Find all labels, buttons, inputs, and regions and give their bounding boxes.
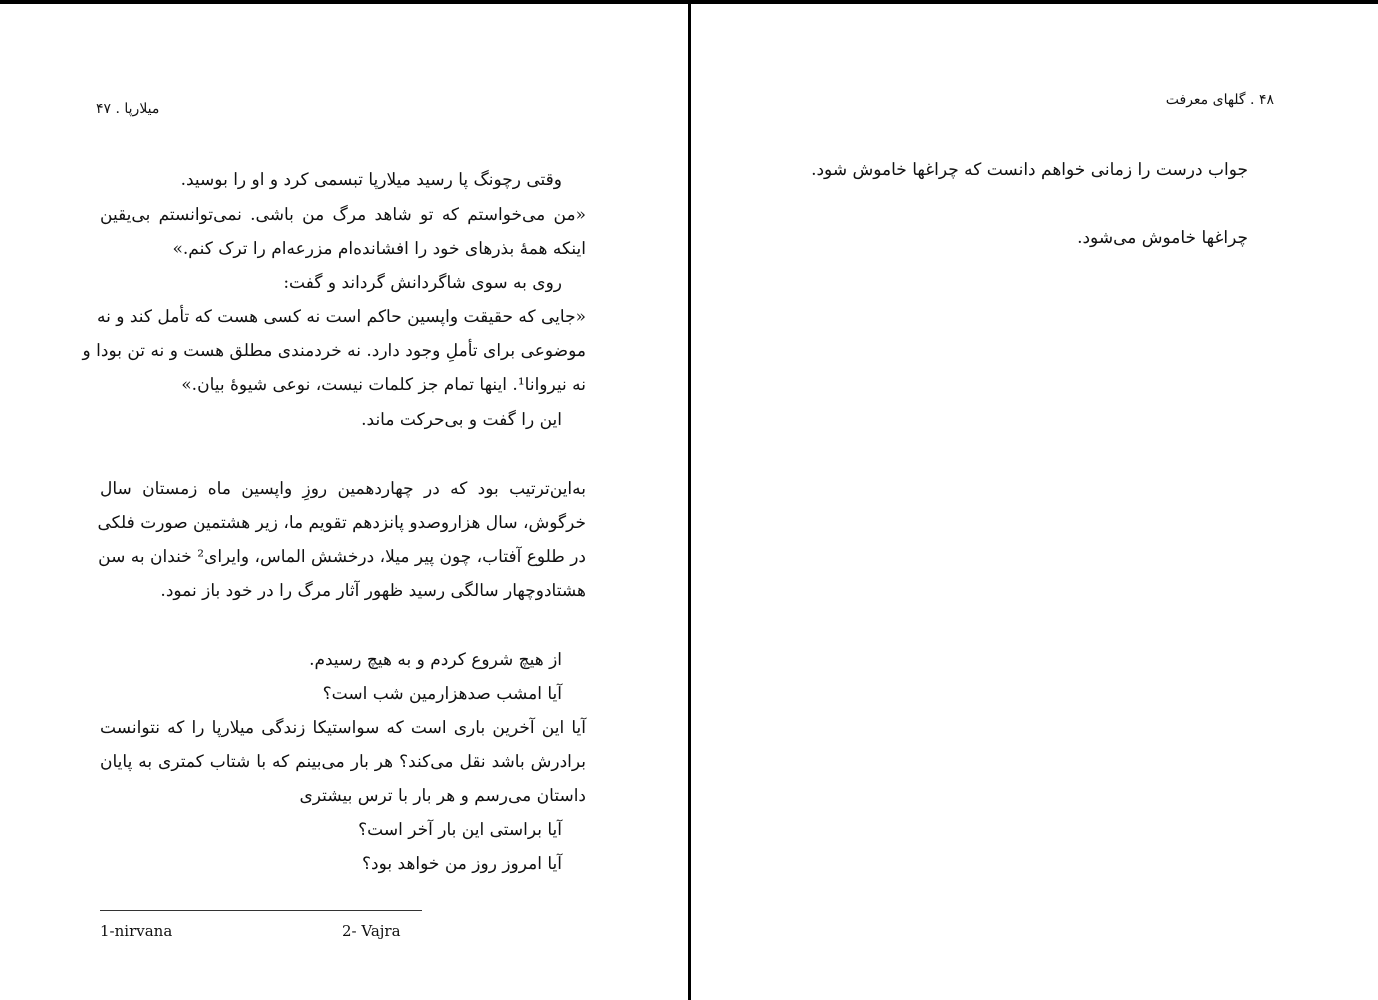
text-line: نه نیروانا¹. اینها تمام جز کلمات نیست، نوعی شیوهٔ بیان.» [181, 375, 586, 395]
text-line: هشتادوچهار سالگی رسید ظهور آثار مرگ را در خود باز نمود. [160, 581, 586, 601]
text-line: برادرش باشد نقل می‌کند؟ هر بار می‌بینم که با شتاب کمتری به پایان [100, 752, 586, 772]
left-running-head: میلارپا . ۴۷ [96, 101, 160, 117]
text-line: خرگوش، سال هزاروصدو پانزدهم تقویم ما، زیر هشتمین صورت فلکی [97, 513, 586, 533]
left-page [0, 4, 688, 1000]
text-line: چراغها خاموش می‌شود. [1077, 228, 1248, 248]
text-line: آیا امشب صدهزارمین شب است؟ [322, 684, 562, 704]
text-line: این را گفت و بی‌حرکت ماند. [361, 410, 562, 430]
right-running-head: ۴۸ . گلهای معرفت [1165, 92, 1274, 108]
text-line: آیا براستی این بار آخر است؟ [358, 820, 562, 840]
right-page [691, 4, 1378, 1000]
text-line: داستان می‌رسم و هر بار با ترس بیشتری [299, 786, 586, 806]
text-line: آیا امروز روز من خواهد بود؟ [362, 854, 562, 874]
text-line: «جایی که حقیقت واپسین حاکم است نه کسی هست که تأمل کند و نه [96, 307, 586, 327]
text-line: جواب درست را زمانی خواهم دانست که چراغها خاموش شود. [811, 160, 1248, 180]
text-line: به‌این‌ترتیب بود که در چهاردهمین روزِ واپسین ماه زمستان سال [100, 479, 586, 499]
text-line: از هیچ شروع کردم و به هیچ رسیدم. [309, 650, 562, 670]
text-line: روی به سوی شاگردانش گرداند و گفت: [283, 273, 562, 293]
text-line: «من می‌خواستم که تو شاهد مرگ من باشی. نمی‌توانستم بی‌یقین [100, 205, 586, 225]
text-line: وقتی رچونگ پا رسید میلارپا تبسمی کرد و او را بوسید. [180, 170, 562, 190]
footnote-2: 2- Vajra [342, 922, 401, 940]
text-line: آیا این آخرین باری است که سواستیکا زندگی میلارپا را که نتوانست [100, 718, 586, 738]
text-line: اینکه همهٔ بذرهای خود را افشانده‌ام مزرعه‌ام را ترک کنم.» [172, 239, 586, 259]
footnote-1: 1-nirvana [100, 922, 173, 940]
footnote-rule [100, 910, 422, 911]
text-line: در طلوع آفتاب، چون پیر میلا، درخشش الماس، وایرای² خندان به سن [98, 547, 586, 567]
text-line: موضوعی برای تأملِ وجود دارد. نه خردمندی مطلق هست و نه تن بودا و [82, 341, 586, 361]
